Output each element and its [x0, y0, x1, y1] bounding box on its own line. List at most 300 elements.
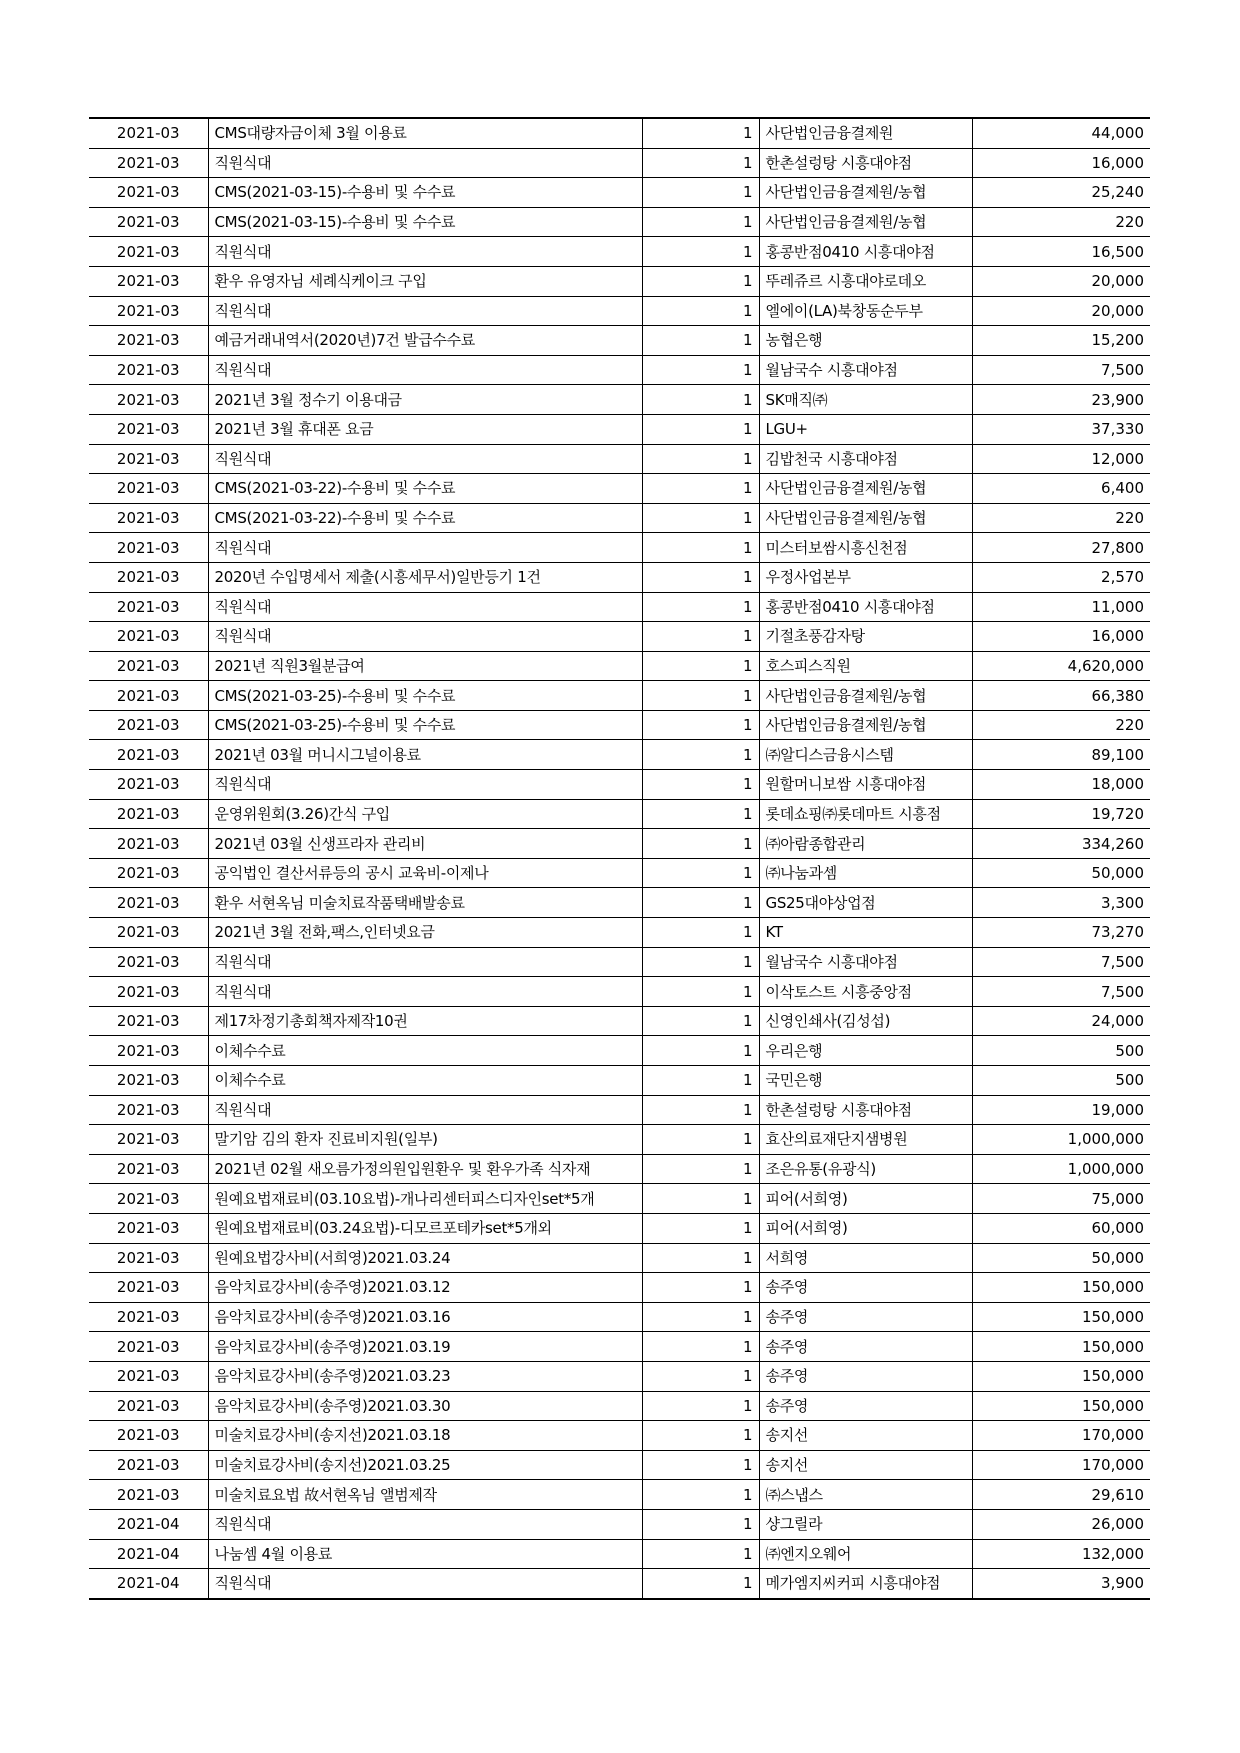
table-row: [89, 1391, 1150, 1421]
row-description: 직원식대: [208, 444, 642, 474]
row-amount: 11,000: [972, 592, 1150, 622]
row-date: 2021-03: [89, 296, 208, 326]
row-vendor: 송주영: [759, 1361, 972, 1391]
row-quantity: 1: [642, 740, 759, 770]
row-vendor: 사단법인금융결제원/농협: [759, 474, 972, 504]
row-amount: 19,000: [972, 1095, 1150, 1125]
table-row: [89, 918, 1150, 948]
row-amount: 1,000,000: [972, 1154, 1150, 1184]
table-row: [89, 1154, 1150, 1184]
row-quantity: 1: [642, 770, 759, 800]
row-description: 이체수수료: [208, 1036, 642, 1066]
row-quantity: 1: [642, 266, 759, 296]
table-row: [89, 1036, 1150, 1066]
expense-ledger-table: [89, 117, 1150, 1600]
ledger-body: [89, 118, 1150, 1599]
row-date: 2021-03: [89, 148, 208, 178]
table-row: [89, 1569, 1150, 1599]
row-quantity: 1: [642, 858, 759, 888]
row-amount: 60,000: [972, 1213, 1150, 1243]
row-amount: 89,100: [972, 740, 1150, 770]
row-amount: 23,900: [972, 385, 1150, 415]
row-date: 2021-03: [89, 858, 208, 888]
row-vendor: ㈜아람종합관리: [759, 829, 972, 859]
row-date: 2021-03: [89, 503, 208, 533]
table-row: [89, 651, 1150, 681]
table-row: [89, 947, 1150, 977]
row-quantity: 1: [642, 562, 759, 592]
row-quantity: 1: [642, 622, 759, 652]
row-quantity: 1: [642, 651, 759, 681]
row-amount: 37,330: [972, 414, 1150, 444]
row-vendor: 피어(서희영): [759, 1213, 972, 1243]
row-quantity: 1: [642, 1006, 759, 1036]
row-description: 제17차정기총회책자제작10권: [208, 1006, 642, 1036]
table-row: [89, 1273, 1150, 1303]
row-date: 2021-03: [89, 1125, 208, 1155]
row-amount: 220: [972, 207, 1150, 237]
row-amount: 73,270: [972, 918, 1150, 948]
table-row: [89, 503, 1150, 533]
row-vendor: 원할머니보쌈 시흥대야점: [759, 770, 972, 800]
row-amount: 150,000: [972, 1361, 1150, 1391]
row-description: 2021년 03월 신생프라자 관리비: [208, 829, 642, 859]
row-amount: 50,000: [972, 1243, 1150, 1273]
row-vendor: 조은유통(유광식): [759, 1154, 972, 1184]
table-row: [89, 1509, 1150, 1539]
row-vendor: 사단법인금융결제원/농협: [759, 207, 972, 237]
row-amount: 12,000: [972, 444, 1150, 474]
row-quantity: 1: [642, 178, 759, 208]
row-description: CMS(2021-03-15)-수용비 및 수수료: [208, 207, 642, 237]
row-description: 원예요법강사비(서희영)2021.03.24: [208, 1243, 642, 1273]
row-quantity: 1: [642, 355, 759, 385]
row-quantity: 1: [642, 1213, 759, 1243]
row-date: 2021-04: [89, 1539, 208, 1569]
row-description: 환우 서현옥님 미술치료작품택배발송료: [208, 888, 642, 918]
row-amount: 170,000: [972, 1450, 1150, 1480]
row-quantity: 1: [642, 1125, 759, 1155]
row-description: 직원식대: [208, 1095, 642, 1125]
row-description: 2021년 3월 휴대폰 요금: [208, 414, 642, 444]
row-amount: 7,500: [972, 977, 1150, 1007]
row-date: 2021-03: [89, 1154, 208, 1184]
row-vendor: 사단법인금융결제원/농협: [759, 681, 972, 711]
table-row: [89, 710, 1150, 740]
row-amount: 3,300: [972, 888, 1150, 918]
row-description: 운영위원회(3.26)간식 구입: [208, 799, 642, 829]
row-amount: 20,000: [972, 266, 1150, 296]
row-amount: 27,800: [972, 533, 1150, 563]
table-row: [89, 799, 1150, 829]
row-vendor: KT: [759, 918, 972, 948]
row-vendor: 사단법인금융결제원/농협: [759, 178, 972, 208]
row-date: 2021-03: [89, 1273, 208, 1303]
row-date: 2021-03: [89, 1450, 208, 1480]
table-row: [89, 355, 1150, 385]
row-date: 2021-03: [89, 829, 208, 859]
row-vendor: ㈜알디스금융시스템: [759, 740, 972, 770]
row-description: 직원식대: [208, 148, 642, 178]
row-vendor: 사단법인금융결제원/농협: [759, 503, 972, 533]
row-amount: 7,500: [972, 947, 1150, 977]
table-row: [89, 326, 1150, 356]
row-vendor: 송주영: [759, 1332, 972, 1362]
row-date: 2021-03: [89, 799, 208, 829]
row-date: 2021-03: [89, 266, 208, 296]
row-date: 2021-03: [89, 562, 208, 592]
row-vendor: 송지선: [759, 1450, 972, 1480]
table-row: [89, 829, 1150, 859]
table-row: [89, 148, 1150, 178]
row-description: 직원식대: [208, 947, 642, 977]
row-date: 2021-03: [89, 326, 208, 356]
row-vendor: 피어(서희영): [759, 1184, 972, 1214]
row-date: 2021-03: [89, 592, 208, 622]
table-row: [89, 533, 1150, 563]
row-quantity: 1: [642, 592, 759, 622]
row-vendor: ㈜스냅스: [759, 1480, 972, 1510]
table-row: [89, 1125, 1150, 1155]
row-amount: 150,000: [972, 1273, 1150, 1303]
row-quantity: 1: [642, 1332, 759, 1362]
table-row: [89, 1066, 1150, 1096]
table-row: [89, 178, 1150, 208]
row-description: 2021년 직원3월분급여: [208, 651, 642, 681]
row-description: CMS(2021-03-22)-수용비 및 수수료: [208, 474, 642, 504]
row-date: 2021-03: [89, 1391, 208, 1421]
row-amount: 132,000: [972, 1539, 1150, 1569]
row-vendor: 홍콩반점0410 시흥대야점: [759, 592, 972, 622]
row-vendor: ㈜나눔과셈: [759, 858, 972, 888]
row-date: 2021-03: [89, 355, 208, 385]
row-vendor: 월남국수 시흥대야점: [759, 355, 972, 385]
row-quantity: 1: [642, 829, 759, 859]
row-vendor: 서희영: [759, 1243, 972, 1273]
row-vendor: 홍콩반점0410 시흥대야점: [759, 237, 972, 267]
row-date: 2021-03: [89, 1243, 208, 1273]
table-row: [89, 118, 1150, 148]
row-vendor: 국민은행: [759, 1066, 972, 1096]
row-amount: 170,000: [972, 1421, 1150, 1451]
row-amount: 2,570: [972, 562, 1150, 592]
row-date: 2021-03: [89, 237, 208, 267]
row-vendor: 뚜레쥬르 시흥대야로데오: [759, 266, 972, 296]
row-quantity: 1: [642, 1509, 759, 1539]
row-description: 직원식대: [208, 977, 642, 1007]
row-vendor: ㈜엔지오웨어: [759, 1539, 972, 1569]
row-quantity: 1: [642, 918, 759, 948]
row-date: 2021-03: [89, 1006, 208, 1036]
row-amount: 220: [972, 503, 1150, 533]
table-row: [89, 1361, 1150, 1391]
row-date: 2021-04: [89, 1569, 208, 1599]
row-description: 미술치료요법 故서현옥님 앨범제작: [208, 1480, 642, 1510]
row-amount: 26,000: [972, 1509, 1150, 1539]
table-row: [89, 681, 1150, 711]
row-amount: 50,000: [972, 858, 1150, 888]
row-description: 2021년 3월 전화,팩스,인터넷요금: [208, 918, 642, 948]
row-vendor: 김밥천국 시흥대야점: [759, 444, 972, 474]
row-description: CMS(2021-03-22)-수용비 및 수수료: [208, 503, 642, 533]
row-description: 예금거래내역서(2020년)7건 발급수수료: [208, 326, 642, 356]
row-quantity: 1: [642, 1302, 759, 1332]
row-description: 음악치료강사비(송주영)2021.03.23: [208, 1361, 642, 1391]
row-vendor: LGU+: [759, 414, 972, 444]
table-row: [89, 207, 1150, 237]
row-amount: 220: [972, 710, 1150, 740]
row-date: 2021-03: [89, 918, 208, 948]
row-date: 2021-03: [89, 1480, 208, 1510]
row-date: 2021-03: [89, 1361, 208, 1391]
table-row: [89, 1184, 1150, 1214]
row-description: 직원식대: [208, 355, 642, 385]
row-date: 2021-03: [89, 1184, 208, 1214]
row-description: 환우 유영자님 세례식케이크 구입: [208, 266, 642, 296]
row-amount: 15,200: [972, 326, 1150, 356]
row-description: 음악치료강사비(송주영)2021.03.16: [208, 1302, 642, 1332]
row-vendor: 엘에이(LA)북창동순두부: [759, 296, 972, 326]
row-vendor: 우정사업본부: [759, 562, 972, 592]
row-amount: 150,000: [972, 1332, 1150, 1362]
row-amount: 44,000: [972, 118, 1150, 148]
row-amount: 150,000: [972, 1391, 1150, 1421]
row-amount: 500: [972, 1036, 1150, 1066]
row-amount: 4,620,000: [972, 651, 1150, 681]
row-vendor: 송주영: [759, 1391, 972, 1421]
row-description: CMS(2021-03-25)-수용비 및 수수료: [208, 681, 642, 711]
table-row: [89, 474, 1150, 504]
row-quantity: 1: [642, 799, 759, 829]
row-quantity: 1: [642, 1184, 759, 1214]
row-description: 음악치료강사비(송주영)2021.03.12: [208, 1273, 642, 1303]
table-row: [89, 237, 1150, 267]
row-description: 말기암 김의 환자 진료비지원(일부): [208, 1125, 642, 1155]
row-date: 2021-03: [89, 651, 208, 681]
row-date: 2021-03: [89, 474, 208, 504]
row-quantity: 1: [642, 1095, 759, 1125]
row-amount: 7,500: [972, 355, 1150, 385]
row-vendor: 송주영: [759, 1273, 972, 1303]
row-date: 2021-04: [89, 1509, 208, 1539]
table-row: [89, 266, 1150, 296]
table-row: [89, 1243, 1150, 1273]
row-vendor: 샹그릴라: [759, 1509, 972, 1539]
row-vendor: 한촌설렁탕 시흥대야점: [759, 1095, 972, 1125]
row-date: 2021-03: [89, 947, 208, 977]
row-description: CMS(2021-03-15)-수용비 및 수수료: [208, 178, 642, 208]
row-quantity: 1: [642, 237, 759, 267]
row-amount: 3,900: [972, 1569, 1150, 1599]
table-row: [89, 977, 1150, 1007]
row-vendor: 한촌설렁탕 시흥대야점: [759, 148, 972, 178]
row-vendor: GS25대야상업점: [759, 888, 972, 918]
row-quantity: 1: [642, 385, 759, 415]
row-vendor: 사단법인금융결제원: [759, 118, 972, 148]
row-description: 2021년 02월 새오름가정의원입원환우 및 환우가족 식자재: [208, 1154, 642, 1184]
table-row: [89, 444, 1150, 474]
table-row: [89, 1006, 1150, 1036]
row-quantity: 1: [642, 888, 759, 918]
row-date: 2021-03: [89, 1421, 208, 1451]
row-quantity: 1: [642, 533, 759, 563]
row-quantity: 1: [642, 1243, 759, 1273]
row-vendor: 사단법인금융결제원/농협: [759, 710, 972, 740]
row-quantity: 1: [642, 1421, 759, 1451]
row-date: 2021-03: [89, 1213, 208, 1243]
row-date: 2021-03: [89, 178, 208, 208]
row-date: 2021-03: [89, 1302, 208, 1332]
row-amount: 19,720: [972, 799, 1150, 829]
row-vendor: 우리은행: [759, 1036, 972, 1066]
row-amount: 16,000: [972, 148, 1150, 178]
row-vendor: 호스피스직원: [759, 651, 972, 681]
row-quantity: 1: [642, 977, 759, 1007]
table-row: [89, 296, 1150, 326]
row-date: 2021-03: [89, 207, 208, 237]
row-quantity: 1: [642, 1361, 759, 1391]
row-vendor: 송주영: [759, 1302, 972, 1332]
row-quantity: 1: [642, 710, 759, 740]
row-vendor: 미스터보쌈시흥신천점: [759, 533, 972, 563]
row-amount: 1,000,000: [972, 1125, 1150, 1155]
row-quantity: 1: [642, 296, 759, 326]
row-date: 2021-03: [89, 385, 208, 415]
row-quantity: 1: [642, 118, 759, 148]
row-vendor: 롯데쇼핑㈜롯데마트 시흥점: [759, 799, 972, 829]
row-description: 직원식대: [208, 1509, 642, 1539]
row-amount: 24,000: [972, 1006, 1150, 1036]
row-description: 직원식대: [208, 770, 642, 800]
row-date: 2021-03: [89, 770, 208, 800]
row-date: 2021-03: [89, 740, 208, 770]
table-row: [89, 622, 1150, 652]
row-vendor: SK매직㈜: [759, 385, 972, 415]
row-description: 직원식대: [208, 533, 642, 563]
row-description: 공익법인 결산서류등의 공시 교육비-이제나: [208, 858, 642, 888]
table-row: [89, 888, 1150, 918]
row-description: 이체수수료: [208, 1066, 642, 1096]
table-row: [89, 1302, 1150, 1332]
table-row: [89, 1539, 1150, 1569]
table-row: [89, 385, 1150, 415]
row-date: 2021-03: [89, 710, 208, 740]
row-amount: 150,000: [972, 1302, 1150, 1332]
table-row: [89, 858, 1150, 888]
table-row: [89, 1480, 1150, 1510]
row-description: 2021년 03월 머니시그널이용료: [208, 740, 642, 770]
table-row: [89, 740, 1150, 770]
row-vendor: 효산의료재단지샘병원: [759, 1125, 972, 1155]
row-description: 직원식대: [208, 296, 642, 326]
row-quantity: 1: [642, 148, 759, 178]
row-date: 2021-03: [89, 888, 208, 918]
row-date: 2021-03: [89, 622, 208, 652]
row-quantity: 1: [642, 1569, 759, 1599]
row-date: 2021-03: [89, 1066, 208, 1096]
row-description: 2020년 수입명세서 제출(시흥세무서)일반등기 1건: [208, 562, 642, 592]
row-date: 2021-03: [89, 444, 208, 474]
row-vendor: 기절초풍감자탕: [759, 622, 972, 652]
row-date: 2021-03: [89, 681, 208, 711]
row-date: 2021-03: [89, 1095, 208, 1125]
row-description: CMS대량자금이체 3월 이용료: [208, 118, 642, 148]
row-date: 2021-03: [89, 1332, 208, 1362]
row-amount: 16,500: [972, 237, 1150, 267]
row-quantity: 1: [642, 1154, 759, 1184]
table-row: [89, 1450, 1150, 1480]
table-row: [89, 1421, 1150, 1451]
row-amount: 6,400: [972, 474, 1150, 504]
table-row: [89, 592, 1150, 622]
row-amount: 25,240: [972, 178, 1150, 208]
table-row: [89, 1332, 1150, 1362]
table-row: [89, 1213, 1150, 1243]
row-quantity: 1: [642, 503, 759, 533]
row-quantity: 1: [642, 947, 759, 977]
row-description: 직원식대: [208, 622, 642, 652]
row-amount: 334,260: [972, 829, 1150, 859]
row-amount: 29,610: [972, 1480, 1150, 1510]
row-date: 2021-03: [89, 977, 208, 1007]
row-amount: 16,000: [972, 622, 1150, 652]
row-description: 음악치료강사비(송주영)2021.03.30: [208, 1391, 642, 1421]
row-quantity: 1: [642, 1036, 759, 1066]
row-description: 직원식대: [208, 1569, 642, 1599]
row-amount: 18,000: [972, 770, 1150, 800]
table-row: [89, 414, 1150, 444]
row-description: 원예요법재료비(03.10요법)-개나리센터피스디자인set*5개: [208, 1184, 642, 1214]
row-date: 2021-03: [89, 414, 208, 444]
row-vendor: 송지선: [759, 1421, 972, 1451]
table-row: [89, 562, 1150, 592]
row-vendor: 메가엠지씨커피 시흥대야점: [759, 1569, 972, 1599]
row-vendor: 이삭토스트 시흥중앙점: [759, 977, 972, 1007]
row-quantity: 1: [642, 1539, 759, 1569]
row-vendor: 신영인쇄사(김성섭): [759, 1006, 972, 1036]
row-description: 직원식대: [208, 237, 642, 267]
row-quantity: 1: [642, 1066, 759, 1096]
row-description: 2021년 3월 정수기 이용대금: [208, 385, 642, 415]
row-quantity: 1: [642, 1391, 759, 1421]
row-description: 음악치료강사비(송주영)2021.03.19: [208, 1332, 642, 1362]
row-amount: 66,380: [972, 681, 1150, 711]
row-quantity: 1: [642, 1480, 759, 1510]
row-quantity: 1: [642, 326, 759, 356]
row-quantity: 1: [642, 207, 759, 237]
row-vendor: 월남국수 시흥대야점: [759, 947, 972, 977]
row-date: 2021-03: [89, 1036, 208, 1066]
row-quantity: 1: [642, 474, 759, 504]
row-amount: 500: [972, 1066, 1150, 1096]
table-row: [89, 770, 1150, 800]
row-description: 직원식대: [208, 592, 642, 622]
row-date: 2021-03: [89, 118, 208, 148]
row-description: CMS(2021-03-25)-수용비 및 수수료: [208, 710, 642, 740]
row-amount: 75,000: [972, 1184, 1150, 1214]
row-quantity: 1: [642, 414, 759, 444]
row-description: 나눔셈 4월 이용료: [208, 1539, 642, 1569]
table-row: [89, 1095, 1150, 1125]
row-amount: 20,000: [972, 296, 1150, 326]
row-date: 2021-03: [89, 533, 208, 563]
row-vendor: 농협은행: [759, 326, 972, 356]
row-quantity: 1: [642, 1273, 759, 1303]
row-description: 미술치료강사비(송지선)2021.03.18: [208, 1421, 642, 1451]
row-description: 원예요법재료비(03.24요법)-디모르포테카set*5개외: [208, 1213, 642, 1243]
row-quantity: 1: [642, 681, 759, 711]
row-description: 미술치료강사비(송지선)2021.03.25: [208, 1450, 642, 1480]
